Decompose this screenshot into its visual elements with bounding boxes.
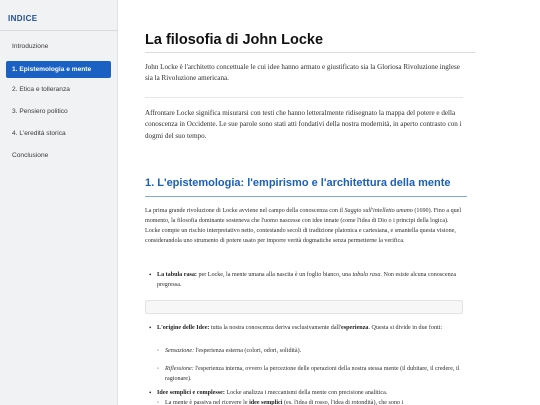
sub-item-text — [165, 364, 462, 384]
sub-item-text — [165, 346, 462, 356]
sub-item-text — [165, 398, 462, 405]
list-item-text-a: per Locke, la mente umana alla nascita è un foglio bianco, una — [196, 272, 353, 278]
sidebar — [0, 0, 118, 405]
intro-paragraph-1: John Locke è l'architetto concettuale le cui idee hanno armato e giustificato sia la Gloriosa Rivoluzione inglese sia la Rivoluzione americana. — [145, 63, 460, 83]
circle-bullet-icon: ◦ — [157, 366, 160, 372]
sub-item-text-a: La mente è passiva nel ricevere le — [165, 400, 250, 405]
section-title: 1. L'epistemologia: l'empirismo e l'architettura della mente — [145, 177, 451, 189]
list-item-strong: L'origine delle Idee: — [157, 325, 210, 331]
section-divider — [145, 196, 467, 197]
list-item-strong-2: esperienza — [341, 325, 369, 331]
section-paragraph — [145, 206, 463, 246]
bullet-dot: • — [149, 271, 152, 279]
list-item-em: tabula rasa — [352, 272, 381, 278]
circle-bullet-icon: ◦ — [157, 348, 160, 354]
list-item-text — [157, 323, 465, 333]
bullet-dot: • — [149, 389, 152, 397]
list-item-text — [157, 270, 465, 290]
sub-item-em: Sensazione: — [165, 348, 195, 354]
page-title: La filosofia di John Locke — [145, 32, 324, 48]
sub-item-desc: l'esperienza esterna (colori, odori, solidità). — [194, 348, 302, 354]
section-paragraph-text-b: (1690). Fino a quel momento, la filosofia dominante sosteneva che l'uomo nascesse con idee innate (come l'idea di Dio o i principi della logica). Locke compie un rischio interpretativo netto, contestando secoli di tradizione platonica e cartesiana, e smantella questa visione, considerandola uno strumento di potere usato per imporre verità dogmatiche senza permetterne la verifica. — [145, 208, 462, 244]
section-paragraph-em: Saggio sull'intelletto umano — [344, 208, 413, 214]
sidebar-item-politica[interactable]: 3. Pensiero politico — [12, 108, 68, 115]
section-paragraph-text-a: La prima grande rivoluzione di Locke avviene nel campo della conoscenza con il — [145, 208, 345, 214]
sidebar-divider — [0, 30, 118, 31]
sub-item-em: Riflessione: — [165, 366, 194, 372]
intro-paragraph-2: Affrontare Locke significa misurarsi con testi che hanno letteralmente ridisegnato la mappa del potere e della conoscenza in Occidente. Le sue parole sono stati atti fondativi della nostra modernità, in aperto contrasto con i dogmi del suo tempo. — [145, 109, 462, 140]
sidebar-title: INDICE — [8, 14, 38, 23]
sidebar-item-introduzione[interactable]: Introduzione — [12, 43, 49, 50]
circle-bullet-icon: ◦ — [157, 400, 160, 405]
bullet-dot: • — [149, 324, 152, 332]
list-item-text-a: tutta la nostra conoscenza deriva esclusivamente dall' — [209, 325, 342, 331]
list-item-text — [157, 388, 465, 398]
title-divider — [145, 52, 475, 53]
sidebar-item-conclusione[interactable]: Conclusione — [12, 152, 49, 159]
list-item-text-b: . Non esiste alcuna conoscenza pregressa. — [157, 272, 457, 288]
sub-item-strong: idee semplici — [249, 400, 283, 405]
sub-item-desc: l'esperienza interna, ovvero la percezione delle operazioni della nostra stessa mente (il dubitare, il credere, il ragionare). — [165, 366, 460, 382]
list-item-text-b: . Questa si divide in due fonti: — [368, 325, 443, 331]
sidebar-item-epistemologia[interactable]: 1. Epistemologia e mente — [6, 61, 111, 78]
intro-divider — [145, 97, 463, 98]
empty-note-box — [145, 300, 463, 314]
sidebar-item-eredita[interactable]: 4. L'eredità storica — [12, 130, 66, 137]
list-item-strong: La tabula rasa: — [157, 272, 197, 278]
list-item-strong: Idee semplici e complesse: — [157, 390, 225, 396]
sidebar-item-etica[interactable]: 2. Etica e tolleranza — [12, 86, 70, 93]
list-item-desc: Locke analizza i meccanismi della mente con precisione analitica. — [224, 390, 388, 396]
main-content — [118, 0, 540, 405]
sub-item-text-b: (es. l'idea di rosso, l'idea di rotondità), che sono i — [282, 400, 404, 405]
